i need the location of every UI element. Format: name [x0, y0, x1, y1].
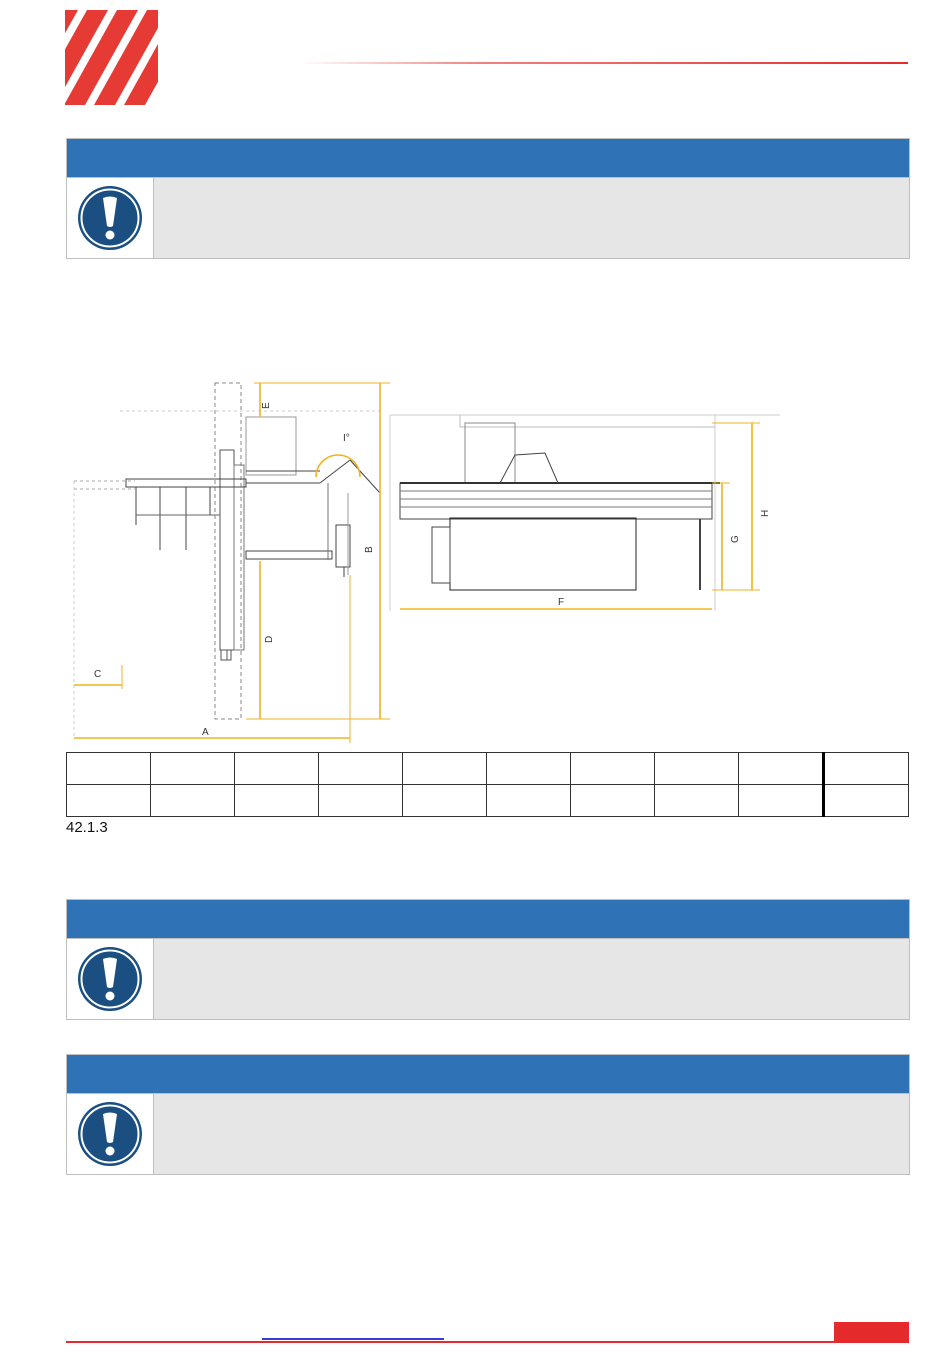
table-cell [403, 753, 487, 785]
label-h: H [760, 509, 771, 517]
notice-header-bar [67, 1055, 909, 1094]
table-row [67, 753, 909, 785]
table-cell [487, 785, 571, 817]
table-cell [235, 785, 319, 817]
notice-box [66, 138, 910, 259]
table-cell [655, 785, 739, 817]
table-cell [571, 785, 655, 817]
table-cell [235, 753, 319, 785]
table-cell [67, 785, 151, 817]
table-cell [824, 753, 909, 785]
notice-box [66, 899, 910, 1020]
exclamation-icon [76, 946, 144, 1012]
table-cell [67, 753, 151, 785]
table-cell [151, 753, 235, 785]
notice-header-bar [67, 900, 909, 939]
table-cell [571, 753, 655, 785]
table-cell [739, 785, 824, 817]
header-rule [300, 62, 908, 64]
page-number-badge [834, 1322, 909, 1343]
table-cell [319, 753, 403, 785]
label-e: E [261, 402, 272, 409]
notice-body [67, 178, 909, 258]
table-cell [655, 753, 739, 785]
table-cell [739, 753, 824, 785]
label-d: D [264, 635, 275, 643]
notice-icon-cell [67, 1094, 154, 1174]
exclamation-icon [76, 1101, 144, 1167]
label-f: F [558, 597, 565, 608]
dimension-table [66, 752, 909, 817]
table-cell [824, 785, 909, 817]
table-cell [151, 785, 235, 817]
table-cell [403, 785, 487, 817]
table-cell [319, 785, 403, 817]
section-number: 42.1.3 [66, 819, 108, 836]
label-i: I° [343, 433, 350, 444]
notice-body [67, 1094, 909, 1174]
notice-box [66, 1054, 910, 1175]
exclamation-icon [76, 185, 144, 251]
footer-rule [66, 1341, 834, 1343]
striped-logo-icon [65, 10, 158, 105]
machine-dimension-diagram [60, 375, 780, 745]
table-cell [487, 753, 571, 785]
label-g: G [730, 535, 741, 543]
notice-body [67, 939, 909, 1019]
label-b: B [364, 546, 375, 553]
notice-icon-cell [67, 939, 154, 1019]
label-c: C [94, 669, 102, 680]
notice-icon-cell [67, 178, 154, 258]
table-row [67, 785, 909, 817]
notice-header-bar [67, 139, 909, 178]
footer-link[interactable] [262, 1338, 444, 1340]
label-a: A [202, 727, 209, 738]
